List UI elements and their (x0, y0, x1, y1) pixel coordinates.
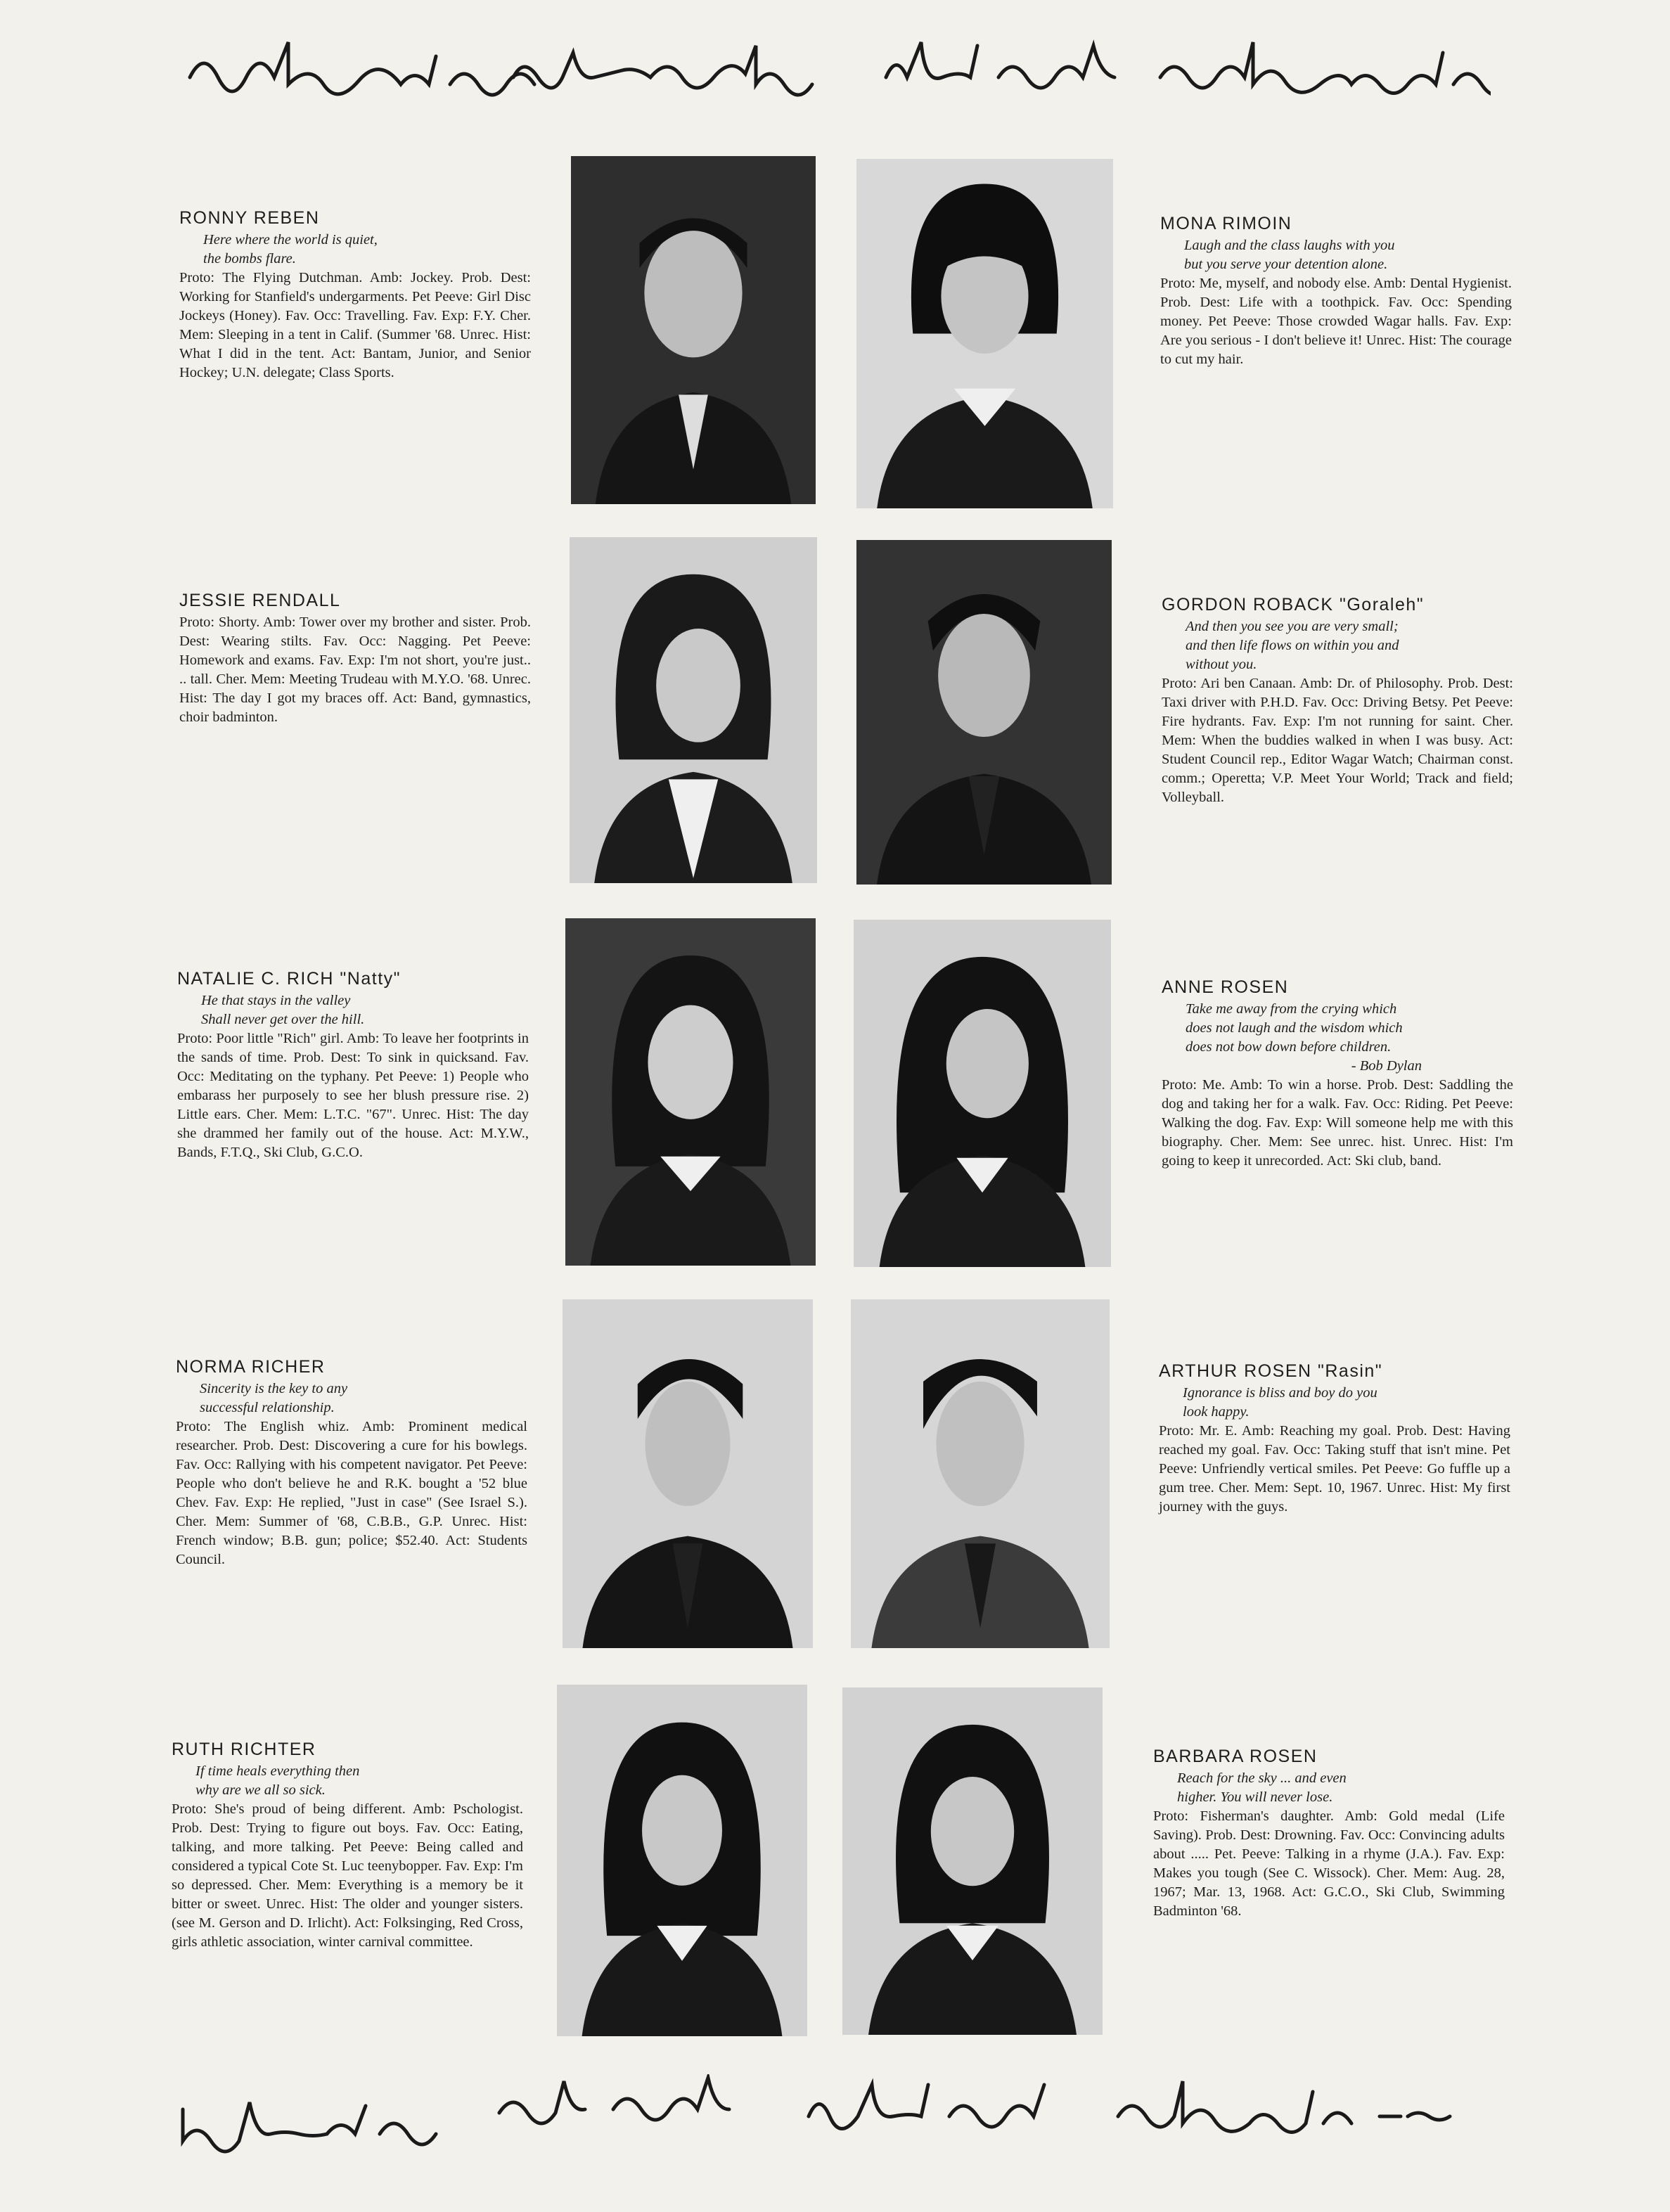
student-name: MONA RIMOIN (1160, 214, 1292, 233)
student-name: BARBARA ROSEN (1153, 1747, 1318, 1766)
student-name: RUTH RICHTER (172, 1740, 316, 1759)
student-entry (176, 1357, 527, 1569)
decorative-script-band-bottom (176, 2074, 1463, 2159)
student-name: NATALIE C. RICH "Natty" (177, 969, 402, 989)
student-name: NORMA RICHER (176, 1357, 326, 1377)
student-bio: Proto: The Flying Dutchman. Amb: Jockey. Prob. Dest: Working for Stanfield's undergarments. Pet Peeve: Girl Disc Jockeys (Honey). Fav. Occ: Travelling. Fav. Exp: F.Y. Cher. Mem: Sleeping in a tent in Calif. (Summer '68. Unrec. Hist: What I did in the tent. Act: Bantam, Junior, and Senior Hockey; U.N. delegate; Class Sports. (179, 270, 531, 380)
student-quote: Reach for the sky ... and even higher. You will never lose. (1177, 1770, 1347, 1805)
student-entry (1153, 1747, 1505, 1921)
portrait-photo-mona-rimoin (856, 159, 1113, 508)
student-name: RONNY REBEN (179, 208, 320, 228)
student-entry (1162, 595, 1513, 807)
student-quote: Take me away from the crying which does not laugh and the wisdom which does not bow down before children. (1186, 1001, 1403, 1055)
portrait-photo-jessie-rendall (570, 537, 817, 883)
portrait-photo-norma-richer (563, 1299, 813, 1648)
student-bio: Proto: Ari ben Canaan. Amb: Dr. of Philosophy. Prob. Dest: Taxi driver with P.H.D. Fav. Occ: Driving Betsy. Pet Peeve: Fire hydrants. Fav. Exp: I'm not running for saint. Cher. Mem: When the buddies walked in when I was busy. Act: Student Council rep., Editor Wagar Watch; Chairman const. comm.; Operetta; V.P. Meet Your World; Track and field; Volleyball. (1162, 676, 1513, 805)
student-bio: Proto: Mr. E. Amb: Reaching my goal. Prob. Dest: Having reached my goal. Fav. Occ: Taking stuff that isn't mine. Pet Peeve: Unfriendly vertical smiles. Pet Peeve: Go fuffle up a gum tree. Cher. Mem: Sept. 10, 1967. Unrec. Hist: My first journey with the guys. (1159, 1423, 1510, 1515)
student-entry (1160, 214, 1512, 369)
decorative-script-band-top (183, 28, 1491, 112)
student-quote-author: - Bob Dylan (1351, 1058, 1422, 1074)
student-entry (1159, 1361, 1510, 1517)
student-quote: Here where the world is quiet, the bombs flare. (203, 232, 378, 266)
script-lettering-top (183, 28, 1491, 112)
student-bio: Proto: She's proud of being different. Amb: Pschologist. Prob. Dest: Trying to figure out boys. Fav. Occ: Eating, talking, and more talking. Pet Peeve: Being called and considered a typical Cote St. Luc teenybopper. Fav. Exp: I'm so depressed. Cher. Mem: Everything is a memory be it bitter or sweet. Unrec. Hist: The older and younger sisters. (see M. Gerson and D. Irlicht). Act: Folksinging, Red Cross, girls athletic association, winter carnival committee. (172, 1801, 523, 1950)
student-entry (177, 969, 529, 1162)
student-quote: Laugh and the class laughs with you but you serve your detention alone. (1184, 238, 1395, 272)
student-bio: Proto: Shorty. Amb: Tower over my brother and sister. Prob. Dest: Wearing stilts. Fav. Occ: Nagging. Pet Peeve: Homework and exams. Fav. Exp: I'm not short, you're just.. .. tall. Cher. Mem: Meeting Trudeau with M.Y.O. '68. Unrec. Hist: The day I got my braces off. Act: Band, gymnastics, choir badminton. (179, 615, 531, 725)
student-quote: And then you see you are very small; and then life flows on within you and without you. (1186, 619, 1399, 672)
portrait-photo-arthur-rosen (851, 1299, 1110, 1648)
student-quote: Ignorance is bliss and boy do you look happy. (1183, 1385, 1377, 1420)
portrait-photo-natalie-c-rich (565, 918, 816, 1266)
student-entry (179, 591, 531, 727)
student-bio: Proto: The English whiz. Amb: Prominent medical researcher. Prob. Dest: Discovering a cure for his bowlegs. Fav. Occ: Rallying with his competent navigator. Pet Peeve: People who don't believe he and R.K. bought a '52 blue Chev. Fav. Exp: He replied, "Just in case" (See Israel S.). Cher. Mem: Summer of '68, C.B.B., G.P. Unrec. Hist: French window; B.B. gun; police; $52.40. Act: Students Council. (176, 1419, 527, 1567)
student-quote: He that stays in the valley Shall never get over the hill. (201, 993, 365, 1027)
student-bio: Proto: Me. Amb: To win a horse. Prob. Dest: Saddling the dog and taking her for a walk. Fav. Occ: Riding. Pet Peeve: Walking the dog. Fav. Exp: Will someone help me with this biography. Cher. Mem: See unrec. hist. Unrec. Hist: I'm going to keep it unrecorded. Act: Ski club, band. (1162, 1077, 1513, 1169)
student-name: ANNE ROSEN (1162, 977, 1289, 997)
student-entry (1162, 977, 1513, 1171)
portrait-photo-ronny-reben (571, 156, 816, 504)
student-entry (172, 1740, 523, 1952)
portrait-photo-ruth-richter (557, 1685, 807, 2036)
student-name: JESSIE RENDALL (179, 591, 341, 610)
portrait-photo-barbara-rosen (842, 1687, 1103, 2035)
student-bio: Proto: Fisherman's daughter. Amb: Gold medal (Life Saving). Prob. Dest: Drowning. Fav. Occ: Convincing adults about ..... Pet. Peeve: Talking in a rhyme (J.A.). Fav. Exp: Makes you tough (See C. Wissock). Cher. Mem: Aug. 28, 1967; Mar. 13, 1968. Act: G.C.O., Ski Club, Swimming Badminton '68. (1153, 1808, 1505, 1919)
student-name: GORDON ROBACK "Goraleh" (1162, 595, 1425, 615)
student-quote: If time heals everything then why are we all so sick. (195, 1763, 360, 1798)
portrait-photo-gordon-roback (856, 540, 1112, 885)
student-bio: Proto: Poor little "Rich" girl. Amb: To leave her footprints in the sands of time. Prob. Dest: To sink in quicksand. Fav. Occ: Meditating on the typhany. Pet Peeve: 1) People who embarass her purposely to see her blush pressure rise. 2) Little ears. Cher. Mem: L.T.C. "67". Unrec. Hist: The day she drammed her family out of the house. Act: M.Y.W., Bands, F.T.Q., Ski Club, G.C.O. (177, 1031, 529, 1160)
script-lettering-bottom (176, 2074, 1463, 2159)
student-name: ARTHUR ROSEN "Rasin" (1159, 1361, 1383, 1381)
student-bio: Proto: Me, myself, and nobody else. Amb: Dental Hygienist. Prob. Dest: Life with a toothpick. Fav. Occ: Spending money. Pet Peeve: Those crowded Wagar halls. Fav. Exp: Are you serious - I don't believe it! Unrec. Hist: The courage to cut my hair. (1160, 276, 1512, 367)
student-quote: Sincerity is the key to any successful relationship. (200, 1381, 348, 1415)
student-entry (179, 208, 531, 382)
portrait-photo-anne-rosen (854, 920, 1111, 1267)
